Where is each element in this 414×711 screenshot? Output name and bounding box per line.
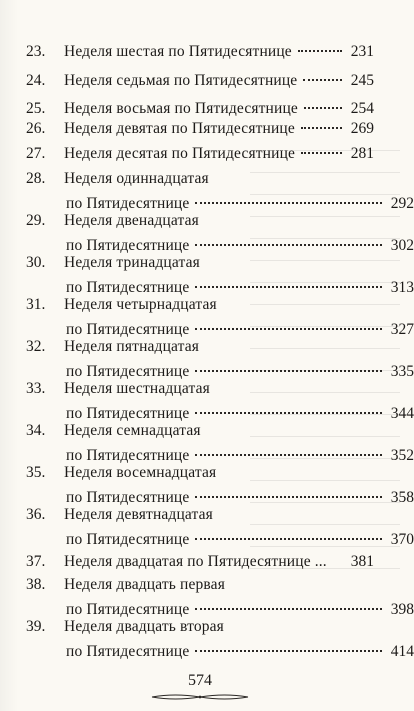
- entry-number: 26.: [26, 120, 46, 137]
- dot-leader: [298, 48, 342, 52]
- toc-entry-38: [26, 576, 414, 619]
- entry-title: Неделя одиннадцатая: [64, 170, 209, 187]
- entry-number: 38.: [26, 576, 46, 593]
- entry-title-continuation: по Пятидесятнице: [66, 279, 190, 296]
- entry-title: Неделя девятая по Пятидесятнице: [64, 120, 295, 137]
- toc-entry-24: [26, 72, 374, 90]
- entry-page: 414: [390, 643, 414, 660]
- toc-entry-30: [26, 254, 414, 297]
- entry-number: 36.: [26, 506, 46, 523]
- toc-entry-27: [26, 145, 374, 163]
- entry-page: 381: [350, 553, 374, 570]
- entry-page: 313: [390, 279, 414, 296]
- entry-number: 27.: [26, 145, 46, 162]
- entry-page: 245: [350, 72, 374, 89]
- entry-number: 28.: [26, 170, 46, 187]
- toc-entry-33: [26, 380, 414, 423]
- entry-title: Неделя двадцать вторая: [64, 618, 224, 635]
- entry-number: 31.: [26, 296, 46, 313]
- entry-title-continuation: по Пятидесятнице: [66, 195, 190, 212]
- entry-title-continuation: по Пятидесятнице: [66, 237, 190, 254]
- entry-number: 39.: [26, 618, 46, 635]
- entry-title-continuation: по Пятидесятнице: [66, 405, 190, 422]
- entry-title: Неделя двадцать первая: [64, 576, 225, 593]
- dot-leader: [195, 536, 382, 540]
- entry-title: Неделя восемнадцатая: [64, 464, 217, 481]
- entry-title: Неделя четырнадцатая: [64, 296, 217, 313]
- decorative-ornament: [150, 693, 250, 701]
- entry-page: 254: [350, 100, 374, 117]
- entry-page: 327: [390, 321, 414, 338]
- entry-title: Неделя семнадцатая: [64, 422, 201, 439]
- dot-leader: [195, 410, 382, 414]
- entry-title-continuation: по Пятидесятнице: [66, 601, 190, 618]
- entry-title-continuation: по Пятидесятнице: [66, 363, 190, 380]
- dot-leader: [195, 368, 382, 372]
- entry-title-continuation: по Пятидесятнице: [66, 447, 190, 464]
- entry-page: 281: [350, 145, 374, 162]
- entry-page: 335: [390, 363, 414, 380]
- entry-page: 398: [390, 601, 414, 618]
- dot-leader: [195, 648, 382, 652]
- entry-title: Неделя двадцатая по Пятидесятнице ...: [64, 553, 327, 570]
- entry-title: Неделя пятнадцатая: [64, 338, 200, 355]
- entry-number: 30.: [26, 254, 46, 271]
- entry-page: 292: [390, 195, 414, 212]
- entry-page: 358: [390, 489, 414, 506]
- entry-page: 269: [350, 120, 374, 137]
- dot-leader: [195, 494, 382, 498]
- entry-page: 344: [390, 405, 414, 422]
- entry-number: 23.: [26, 43, 46, 60]
- toc-entry-23: [26, 43, 374, 61]
- dot-leader: [195, 326, 382, 330]
- dot-leader: [195, 200, 382, 204]
- entry-number: 32.: [26, 338, 46, 355]
- entry-title: Неделя тринадцатая: [64, 254, 200, 271]
- toc-entry-34: [26, 422, 414, 465]
- toc-entry-32: [26, 338, 414, 381]
- dot-leader: [195, 452, 382, 456]
- entry-page: 352: [390, 447, 414, 464]
- entry-title: Неделя шестнадцатая: [64, 380, 210, 397]
- toc-entry-37: [26, 553, 374, 571]
- entry-number: 34.: [26, 422, 46, 439]
- entry-number: 24.: [26, 72, 46, 89]
- dot-leader: [195, 606, 382, 610]
- entry-title: Неделя двенадцатая: [64, 212, 199, 229]
- toc-entry-29: [26, 212, 414, 255]
- dot-leader: [301, 150, 342, 154]
- toc-entry-31: [26, 296, 414, 339]
- entry-title: Неделя седьмая по Пятидесятнице: [64, 72, 298, 89]
- entry-title: Неделя восьмая по Пятидесятнице: [64, 100, 298, 117]
- toc-entry-28: [26, 170, 414, 213]
- entry-title: Неделя шестая по Пятидесятнице: [64, 43, 292, 60]
- entry-title-continuation: по Пятидесятнице: [66, 643, 190, 660]
- entry-title: Неделя девятнадцатая: [64, 506, 213, 523]
- dot-leader: [195, 242, 382, 246]
- toc-entry-35: [26, 464, 414, 507]
- toc-entry-39: [26, 618, 414, 661]
- dot-leader: [195, 284, 382, 288]
- toc-entry-36: [26, 506, 414, 549]
- dot-leader: [303, 77, 342, 81]
- entry-page: 302: [390, 237, 414, 254]
- entry-title: Неделя десятая по Пятидесятнице: [64, 145, 296, 162]
- entry-page: 370: [390, 531, 414, 548]
- entry-title-continuation: по Пятидесятнице: [66, 321, 190, 338]
- entry-number: 25.: [26, 100, 46, 117]
- toc-entry-25: [26, 100, 374, 118]
- entry-title-continuation: по Пятидесятнице: [66, 489, 190, 506]
- toc-entry-26: [26, 120, 374, 138]
- entry-number: 29.: [26, 212, 46, 229]
- entry-number: 37.: [26, 553, 46, 570]
- page-number: 574: [188, 672, 212, 689]
- entry-number: 35.: [26, 464, 46, 481]
- entry-page: 231: [350, 43, 374, 60]
- dot-leader: [301, 125, 342, 129]
- entry-title-continuation: по Пятидесятнице: [66, 531, 190, 548]
- dot-leader: [304, 105, 342, 109]
- entry-number: 33.: [26, 380, 46, 397]
